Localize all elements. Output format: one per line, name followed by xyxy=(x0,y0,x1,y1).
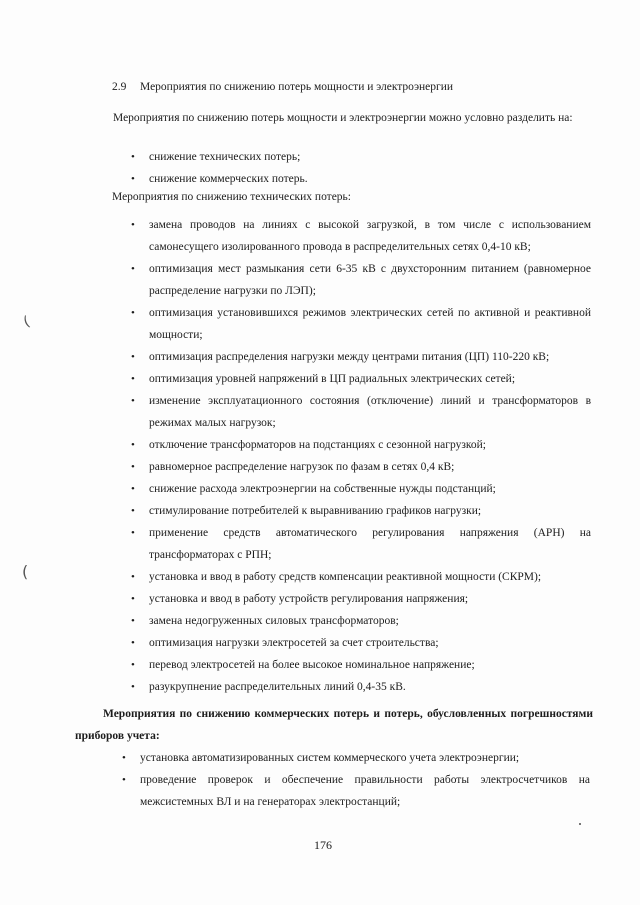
technical-measure-item xyxy=(129,390,591,434)
technical-measure-item xyxy=(129,434,591,456)
technical-measure-item xyxy=(129,566,591,588)
technical-measure-item xyxy=(129,302,591,346)
bullet-icon: • xyxy=(131,151,135,163)
loss-category-item xyxy=(129,168,569,190)
bullet-icon: • xyxy=(131,681,135,693)
list-item-text: замена проводов на линиях с высокой загрузкой, в том числе с использованием самонесущего изолированного провода в распределительных сетях 0,4-10 кВ; xyxy=(149,219,591,253)
bullet-icon: • xyxy=(131,351,135,363)
loss-category-item xyxy=(129,146,569,168)
technical-measure-item xyxy=(129,456,591,478)
list-item-text: отключение трансформаторов на подстанциях с сезонной нагрузкой; xyxy=(149,439,486,451)
list-item-text: перевод электросетей на более высокое номинальное напряжение; xyxy=(149,659,475,671)
technical-measure-item xyxy=(129,368,591,390)
list-item-text: оптимизация уровней напряжений в ЦП радиальных электрических сетей; xyxy=(149,373,516,385)
bullet-icon: • xyxy=(131,505,135,517)
list-item-text: оптимизация распределения нагрузки между центрами питания (ЦП) 110-220 кВ; xyxy=(149,351,550,363)
commercial-measure-item xyxy=(120,747,590,769)
bullet-icon: • xyxy=(131,219,135,231)
list-item-text: установка и ввод в работу устройств регулирования напряжения; xyxy=(149,593,469,605)
commercial-measures-list xyxy=(120,747,590,813)
list-item-text: изменение эксплуатационного состояния (отключение) линий и трансформаторов в режимах малых нагрузок; xyxy=(149,395,591,429)
section-number: 2.9 xyxy=(112,81,127,93)
list-item-text: установка и ввод в работу средств компенсации реактивной мощности (СКРМ); xyxy=(149,571,542,583)
technical-measure-item xyxy=(129,214,591,258)
commercial-measure-item xyxy=(120,769,590,813)
loss-categories-list xyxy=(129,146,569,190)
list-item-text: проведение проверок и обеспечение правильности работы электросчетчиков на межсистемных ВЛ и на генераторах электростанций; xyxy=(140,774,590,808)
intro-paragraph: Мероприятия по снижению потерь мощности и электроэнергии можно условно разделить на: xyxy=(113,112,573,124)
bullet-icon: • xyxy=(131,263,135,275)
section-title: Мероприятия по снижению потерь мощности и электроэнергии xyxy=(140,81,454,93)
technical-measure-item xyxy=(129,654,591,676)
bullet-icon: • xyxy=(122,774,126,786)
technical-measure-item xyxy=(129,676,591,698)
list-item-text: равномерное распределение нагрузок по фазам в сетях 0,4 кВ; xyxy=(149,461,455,473)
list-item-text: разукрупнение распределительных линий 0,4-35 кВ. xyxy=(149,681,406,693)
bullet-icon: • xyxy=(131,483,135,495)
bullet-icon: • xyxy=(131,373,135,385)
bullet-icon: • xyxy=(131,659,135,671)
bullet-icon: • xyxy=(131,173,135,185)
technical-measure-item xyxy=(129,258,591,302)
bullet-icon: • xyxy=(122,752,126,764)
bullet-icon: • xyxy=(131,461,135,473)
list-item-text: применение средств автоматического регулирования напряжения (АРН) на трансформаторах с РПН; xyxy=(149,527,591,561)
list-item-text: оптимизация мест размыкания сети 6-35 кВ с двухсторонним питанием (равномерное распределение нагрузки по ЛЭП); xyxy=(149,263,591,297)
list-item-text: снижение расхода электроэнергии на собственные нужды подстанций; xyxy=(149,483,496,495)
commercial-measures-heading: Мероприятия по снижению коммерческих потерь и потерь, обусловленных погрешностями приборов учета: xyxy=(75,708,593,742)
margin-pen-mark: ( xyxy=(21,313,33,331)
section-heading xyxy=(112,81,453,93)
list-item-text: замена недогруженных силовых трансформаторов; xyxy=(149,615,399,627)
technical-measures-heading: Мероприятия по снижению технических потерь: xyxy=(112,191,351,203)
technical-measure-item xyxy=(129,588,591,610)
bullet-icon: • xyxy=(131,571,135,583)
page-number: 176 xyxy=(314,838,332,852)
list-item-text: снижение технических потерь; xyxy=(149,151,301,163)
technical-measure-item xyxy=(129,610,591,632)
bullet-icon: • xyxy=(131,307,135,319)
scan-speck xyxy=(579,823,581,825)
technical-measure-item xyxy=(129,632,591,654)
technical-measure-item xyxy=(129,500,591,522)
bullet-icon: • xyxy=(131,593,135,605)
technical-measure-item xyxy=(129,346,591,368)
margin-pen-mark: ( xyxy=(22,562,29,581)
list-item-text: снижение коммерческих потерь. xyxy=(149,173,308,185)
bullet-icon: • xyxy=(131,615,135,627)
technical-measures-list xyxy=(129,214,591,698)
list-item-text: стимулирование потребителей к выравниванию графиков нагрузки; xyxy=(149,505,482,517)
list-item-text: установка автоматизированных систем коммерческого учета электроэнергии; xyxy=(140,752,520,764)
technical-measure-item xyxy=(129,478,591,500)
bullet-icon: • xyxy=(131,637,135,649)
list-item-text: оптимизация нагрузки электросетей за счет строительства; xyxy=(149,637,439,649)
bullet-icon: • xyxy=(131,439,135,451)
bullet-icon: • xyxy=(131,527,135,539)
technical-measure-item xyxy=(129,522,591,566)
list-item-text: оптимизация установившихся режимов электрических сетей по активной и реактивной мощности; xyxy=(149,307,591,341)
bullet-icon: • xyxy=(131,395,135,407)
